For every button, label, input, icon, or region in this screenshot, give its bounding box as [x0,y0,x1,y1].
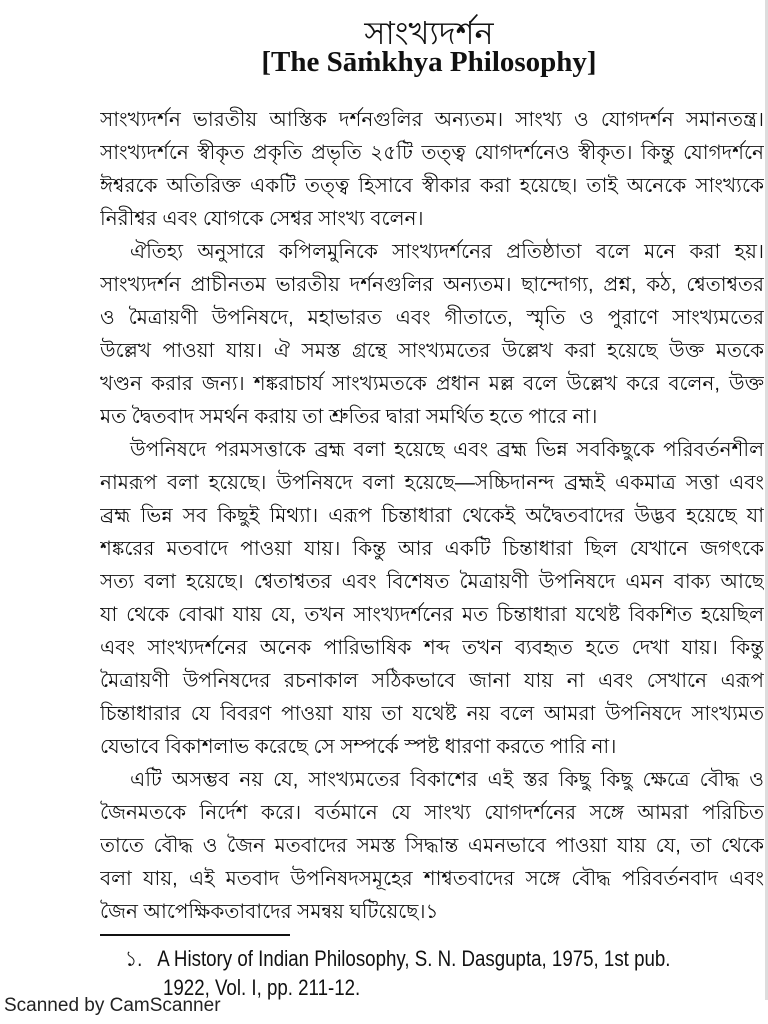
page-subtitle: [The Sāṁkhya Philosophy] [261,46,597,78]
text-line: ব্রহ্ম ভিন্ন সব কিছুই মিথ্যা। এরূপ চিন্তাধারা থেকেই অদ্বৈতবাদের উদ্ভব হয়েছে যা [100,505,764,527]
footnote-number: ১. [125,946,143,971]
text-line: ঐতিহ্য অনুসারে কপিলমুনিকে সাংখ্যদর্শনের প্রতিষ্ঠাতা বলে মনে করা হয়। [130,241,764,263]
text-line: জৈন আপেক্ষিকতাবাদের সমন্বয় ঘটিয়েছে।১ [100,901,439,923]
text-line: মত দ্বৈতবাদ সমর্থন করায় তা শ্রুতির দ্বারা সমর্থিত হতে পারে না। [100,406,598,428]
text-line: যেভাবে বিকাশলাভ করেছে সে সম্পর্কে স্পষ্ট ধারণা করতে পারি না। [100,736,617,758]
page-title: সাংখ্যদর্শন [364,15,494,51]
body-text [100,104,764,929]
footnote-text: A History of Indian Philosophy, S. N. Dasgupta, 1975, 1st pub. [157,946,671,971]
text-line: চিন্তাধারার যে বিবরণ পাওয়া যায় তা যথেষ্ট নয় বলে আমরা উপনিষদে সাংখ্যমত [100,703,764,725]
text-line: খণ্ডন করার জন্য। শঙ্করাচার্য সাংখ্যমতকে প্রধান মল্ল বলে উল্লেখ করে বলেন, উক্ত [100,373,764,395]
footnote-line-2: 1922, Vol. I, pp. 211-12. [163,975,361,1000]
text-line: জৈনমতকে নির্দেশ করে। বর্তমানে যে সাংখ্য যোগদর্শনের সঙ্গে আমরা পরিচিত [100,802,764,824]
text-line: সাংখ্যদর্শনে স্বীকৃত প্রকৃতি প্রভৃতি ২৫টি তত্ত্ব যোগদর্শনেও স্বীকৃত। কিন্তু যোগদর্শনে [100,142,764,164]
text-line: নামরূপ বলা হয়েছে। উপনিষদে বলা হয়েছে—সচ্চিদানন্দ ব্রহ্মই একমাত্র সত্তা এবং [100,472,764,494]
footnote-line-1 [125,942,670,979]
text-line: সাংখ্যদর্শন ভারতীয় আস্তিক দর্শনগুলির অন্যতম। সাংখ্য ও যোগদর্শন সমানতন্ত্র। [100,109,764,131]
text-line: এবং সাংখ্যদর্শনের অনেক পারিভাষিক শব্দ তখন ব্যবহৃত হতে দেখা যায়। কিন্তু [100,637,764,659]
text-line: বলা যায়, এই মতবাদ উপনিষদসমূহের শাশ্বতবাদের সঙ্গে বৌদ্ধ পরিবর্তনবাদ এবং [100,868,764,890]
text-line: এটি অসম্ভব নয় যে, সাংখ্যমতের বিকাশের এই স্তর কিছু কিছু ক্ষেত্রে বৌদ্ধ ও [130,769,764,791]
footnote-divider [100,934,290,936]
text-line: উপনিষদে পরমসত্তাকে ব্রহ্ম বলা হয়েছে এবং ব্রহ্ম ভিন্ন সবকিছুকে পরিবর্তনশীল [130,439,764,461]
text-line: মৈত্রায়ণী উপনিষদের রচনাকাল সঠিকভাবে জানা যায় না এবং সেখানে এরূপ [100,670,764,692]
text-line: সাংখ্যদর্শন প্রাচীনতম ভারতীয় দর্শনগুলির অন্যতম। ছান্দোগ্য, প্রশ্ন, কঠ, শ্বেতাশ্বতর [100,274,764,296]
camscanner-watermark: Scanned by CamScanner [4,995,221,1016]
text-line: ও মৈত্রায়ণী উপনিষদে, মহাভারত এবং গীতাতে, স্মৃতি ও পুরাণে সাংখ্যমতের [100,307,764,329]
text-line: যা থেকে বোঝা যায় যে, তখন সাংখ্যদর্শনের মত চিন্তাধারা যথেষ্ট বিকশিত হয়েছিল [100,604,764,626]
text-line: নিরীশ্বর এবং যোগকে সেশ্বর সাংখ্য বলেন। [100,208,424,230]
text-line: ঈশ্বরকে অতিরিক্ত একটি তত্ত্ব হিসাবে স্বীকার করা হয়েছে। তাই অনেকে সাংখ্যকে [100,175,764,197]
text-line: শঙ্করের মতবাদে পাওয়া যায়। কিন্তু আর একটি চিন্তাধারা ছিল যেখানে জগৎকে [100,538,764,560]
text-line: তাতে বৌদ্ধ ও জৈন মতবাদের সমস্ত সিদ্ধান্ত এমনভাবে পাওয়া যায় যে, তা থেকে [100,835,764,857]
text-line: সত্য বলা হয়েছে। শ্বেতাশ্বতর এবং বিশেষত মৈত্রায়ণী উপনিষদে এমন বাক্য আছে [100,571,764,593]
text-line: উল্লেখ পাওয়া যায়। ঐ সমস্ত গ্রন্থে সাংখ্যমতের উল্লেখ করা হয়েছে উক্ত মতকে [100,340,764,362]
